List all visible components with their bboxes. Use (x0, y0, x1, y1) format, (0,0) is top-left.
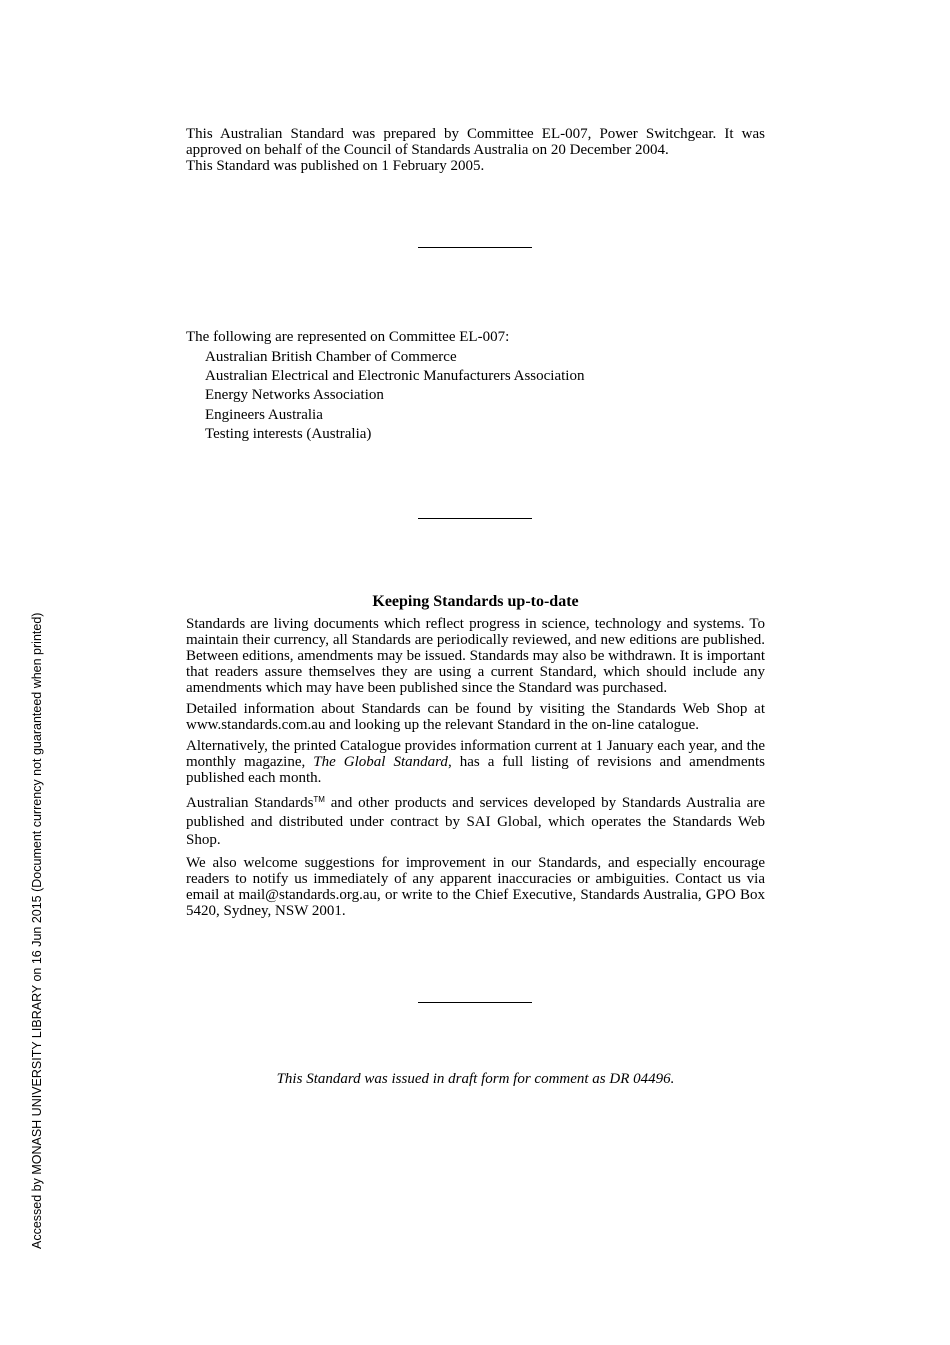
committee-member: Energy Networks Association (205, 387, 384, 404)
paragraph-text: , has a full listing of revisions and amendments published each month. (186, 754, 765, 786)
paragraph-text: and other products and services developed by Standards Australia are published and distributed under contract by SAI Global, which operates the Standards Web Shop. (186, 795, 765, 848)
committee-member: Engineers Australia (205, 406, 323, 423)
paragraph-living-documents: Standards are living documents which reflect progress in science, technology and systems. To maintain their currency, all Standards are periodically reviewed, and new editions are published. Between editions, amendments may be issued. Standards may also be withdrawn. It is important that readers assure themselves they are using a current Standard, which should include any amendments which may have been published since the Standard was purchased. (186, 616, 765, 696)
paragraph-suggestions: We also welcome suggestions for improvement in our Standards, and especially encourage readers to notify us immediately of any apparent inaccuracies or ambiguities. Contact us via email at mail@standards.org.au, or write to the Chief Executive, Standards Australia, GPO Box 5420, Sydney, NSW 2001. (186, 854, 765, 919)
paragraph-catalogue (186, 738, 765, 786)
committee-member: Australian Electrical and Electronic Manufacturers Association (205, 368, 585, 385)
paragraph-text: Alternatively, the printed Catalogue provides information current at 1 January each year, and the monthly magazine, (186, 738, 765, 770)
keeping-standards-heading: Keeping Standards up-to-date (372, 593, 579, 610)
access-watermark: Accessed by MONASH UNIVERSITY LIBRARY on 16 Jun 2015 (Document currency not guaranteed when printed) (30, 612, 44, 1249)
approval-text: This Australian Standard was prepared by Committee EL-007, Power Switchgear. It was approved on behalf of the Council of Standards Australia on 20 December 2004. (186, 126, 765, 158)
magazine-title: The Global Standard (313, 754, 448, 770)
trademark-mark: TM (313, 795, 325, 804)
section-divider (418, 518, 532, 519)
committee-intro: The following are represented on Committee EL-007: (186, 329, 510, 345)
publication-date-text: This Standard was published on 1 February 2005. (186, 158, 485, 174)
paragraph-web-shop: Detailed information about Standards can be found by visiting the Standards Web Shop at www.standards.com.au and looking up the relevant Standard in the on-line catalogue. (186, 701, 765, 733)
section-divider (418, 247, 532, 248)
approval-statement (186, 126, 765, 174)
keeping-standards-body (186, 616, 765, 924)
committee-member: Australian British Chamber of Commerce (205, 349, 457, 365)
section-divider (418, 1002, 532, 1003)
draft-note: This Standard was issued in draft form for comment as DR 04496. (276, 1071, 675, 1087)
committee-member-list (205, 348, 584, 444)
paragraph-sai-global (186, 791, 765, 850)
committee-member: Testing interests (Australia) (205, 425, 372, 442)
paragraph-text: Australian Standards (186, 795, 314, 811)
